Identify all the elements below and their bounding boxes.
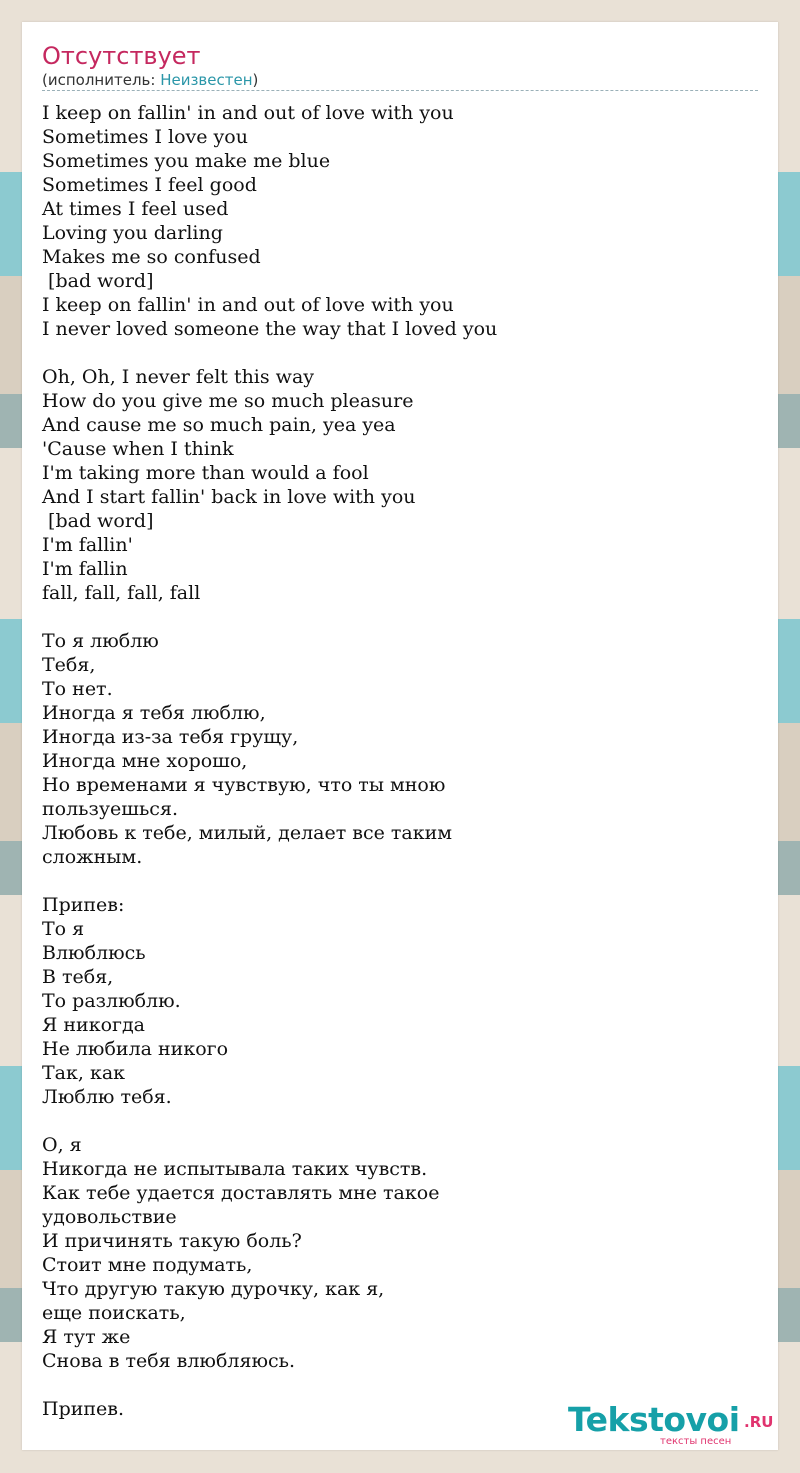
lyric-line: [42, 1109, 758, 1133]
lyric-line: I'm fallin: [42, 558, 128, 580]
lyric-line: Sometimes I love you: [42, 126, 248, 148]
lyric-line: Тебя,: [42, 654, 96, 676]
song-title: Отсутствует: [42, 42, 201, 70]
artist-link[interactable]: Неизвестен: [160, 71, 253, 89]
lyrics-text: [42, 101, 758, 1421]
lyric-line: I never loved someone the way that I loved you: [42, 318, 498, 340]
lyric-line: Я никогда: [42, 1014, 146, 1036]
lyric-line: I keep on fallin' in and out of love with you: [42, 102, 454, 124]
lyric-line: В тебя,: [42, 966, 114, 988]
lyric-line: Но временами я чувствую, что ты мною: [42, 774, 446, 796]
lyric-line: Так, как: [42, 1062, 126, 1084]
lyric-line: удовольствие: [42, 1206, 177, 1228]
lyrics-card: [22, 22, 778, 1450]
lyric-line: I'm taking more than would a fool: [42, 462, 369, 484]
lyric-line: Люблю тебя.: [42, 1086, 172, 1108]
lyric-line: И причинять такую боль?: [42, 1230, 302, 1252]
lyric-line: Стоит мне подумать,: [42, 1254, 253, 1276]
lyric-line: То я: [42, 918, 85, 940]
lyric-line: Любовь к тебе, милый, делает все таким: [42, 822, 453, 844]
logo-tld: .RU: [744, 1413, 774, 1431]
lyric-line: I'm fallin': [42, 534, 133, 556]
lyric-line: How do you give me so much pleasure: [42, 390, 414, 412]
logo-tagline: тексты песен: [660, 1436, 732, 1447]
lyric-line: [bad word]: [42, 510, 154, 532]
lyric-line: [42, 341, 758, 365]
lyric-line: [42, 869, 758, 893]
lyric-line: сложным.: [42, 846, 143, 868]
lyric-line: At times I feel used: [42, 198, 229, 220]
header-divider: [42, 90, 758, 91]
lyric-line: Влюблюсь: [42, 942, 146, 964]
artist-suffix: ): [252, 71, 259, 89]
lyric-line: Никогда не испытывала таких чувств.: [42, 1158, 428, 1180]
lyric-line: Не любила никого: [42, 1038, 229, 1060]
lyric-line: пользуешься.: [42, 798, 178, 820]
lyric-line: 'Cause when I think: [42, 438, 234, 460]
lyric-line: fall, fall, fall, fall: [42, 582, 201, 604]
logo-name: Tekstovoi: [568, 1400, 740, 1439]
lyric-line: То нет.: [42, 678, 113, 700]
lyric-line: Снова в тебя влюбляюсь.: [42, 1350, 296, 1372]
lyric-line: То я люблю: [42, 630, 159, 652]
lyric-line: And cause me so much pain, yea yea: [42, 414, 396, 436]
lyric-line: Иногда из-за тебя грущу,: [42, 726, 299, 748]
lyric-line: [42, 1373, 758, 1397]
lyric-line: Припев.: [42, 1398, 125, 1420]
site-logo[interactable]: [568, 1400, 774, 1448]
lyric-line: I keep on fallin' in and out of love with you: [42, 294, 454, 316]
lyric-line: Я тут же: [42, 1326, 131, 1348]
lyric-line: Иногда мне хорошо,: [42, 750, 248, 772]
artist-prefix: (исполнитель:: [42, 71, 161, 89]
lyric-line: Что другую такую дурочку, как я,: [42, 1278, 385, 1300]
lyric-line: And I start fallin' back in love with you: [42, 486, 416, 508]
lyric-line: Иногда я тебя люблю,: [42, 702, 266, 724]
lyric-line: [42, 605, 758, 629]
lyric-line: Sometimes I feel good: [42, 174, 257, 196]
lyric-line: Как тебе удается доставлять мне такое: [42, 1182, 440, 1204]
lyric-line: еще поискать,: [42, 1302, 186, 1324]
artist-line: [42, 70, 258, 90]
lyric-line: Makes me so confused: [42, 246, 261, 268]
lyric-line: [bad word]: [42, 270, 154, 292]
lyric-line: Oh, Oh, I never felt this way: [42, 366, 315, 388]
lyric-line: То разлюблю.: [42, 990, 181, 1012]
lyric-line: Припев:: [42, 894, 125, 916]
lyric-line: Sometimes you make me blue: [42, 150, 331, 172]
lyric-line: Loving you darling: [42, 222, 223, 244]
lyric-line: О, я: [42, 1134, 82, 1156]
